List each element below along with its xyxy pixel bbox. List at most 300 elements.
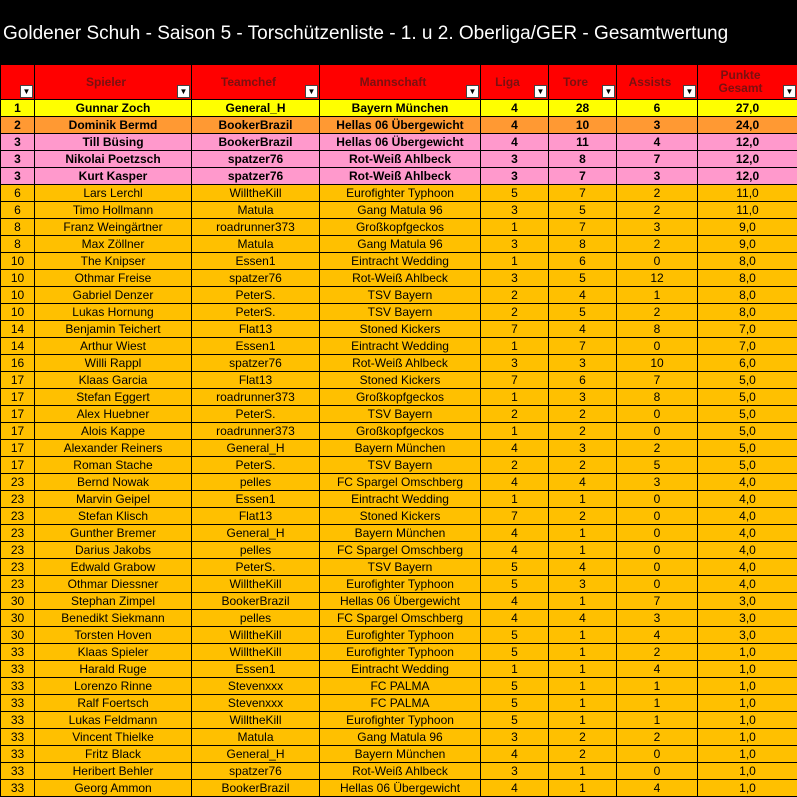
tore-cell[interactable]: 6 (549, 253, 617, 270)
spieler-cell[interactable]: Kurt Kasper (35, 168, 192, 185)
tore-cell[interactable]: 1 (549, 661, 617, 678)
liga-cell[interactable]: 4 (481, 440, 549, 457)
header-assists[interactable]: Assists ▼ (617, 65, 698, 100)
spieler-cell[interactable]: Willi Rappl (35, 355, 192, 372)
spieler-cell[interactable]: Timo Hollmann (35, 202, 192, 219)
tore-cell[interactable]: 3 (549, 389, 617, 406)
assists-cell[interactable]: 0 (617, 508, 698, 525)
assists-cell[interactable]: 1 (617, 287, 698, 304)
teamchef-cell[interactable]: Matula (192, 729, 320, 746)
assists-cell[interactable]: 2 (617, 440, 698, 457)
tore-cell[interactable]: 1 (549, 542, 617, 559)
tore-cell[interactable]: 1 (549, 627, 617, 644)
spieler-cell[interactable]: Othmar Freise (35, 270, 192, 287)
assists-cell[interactable]: 7 (617, 372, 698, 389)
rank-cell[interactable]: 17 (1, 372, 35, 389)
teamchef-cell[interactable]: Matula (192, 202, 320, 219)
mannschaft-cell[interactable]: FC Spargel Omschberg (320, 542, 481, 559)
spieler-cell[interactable]: Franz Weingärtner (35, 219, 192, 236)
liga-cell[interactable]: 1 (481, 253, 549, 270)
liga-cell[interactable]: 4 (481, 780, 549, 797)
spieler-cell[interactable]: Lukas Hornung (35, 304, 192, 321)
tore-cell[interactable]: 2 (549, 457, 617, 474)
teamchef-cell[interactable]: WilltheKill (192, 627, 320, 644)
assists-cell[interactable]: 7 (617, 593, 698, 610)
punkte-cell[interactable]: 4,0 (698, 491, 797, 508)
rank-cell[interactable]: 33 (1, 763, 35, 780)
rank-cell[interactable]: 33 (1, 695, 35, 712)
spieler-cell[interactable]: Alex Huebner (35, 406, 192, 423)
mannschaft-cell[interactable]: Hellas 06 Übergewicht (320, 134, 481, 151)
assists-cell[interactable]: 1 (617, 695, 698, 712)
liga-cell[interactable]: 2 (481, 287, 549, 304)
spieler-cell[interactable]: Alois Kappe (35, 423, 192, 440)
punkte-cell[interactable]: 4,0 (698, 542, 797, 559)
teamchef-cell[interactable]: pelles (192, 474, 320, 491)
assists-cell[interactable]: 1 (617, 712, 698, 729)
teamchef-cell[interactable]: PeterS. (192, 406, 320, 423)
liga-cell[interactable]: 1 (481, 219, 549, 236)
spieler-cell[interactable]: Darius Jakobs (35, 542, 192, 559)
mannschaft-cell[interactable]: Hellas 06 Übergewicht (320, 593, 481, 610)
liga-cell[interactable]: 3 (481, 168, 549, 185)
tore-cell[interactable]: 1 (549, 712, 617, 729)
assists-cell[interactable]: 0 (617, 491, 698, 508)
teamchef-cell[interactable]: spatzer76 (192, 270, 320, 287)
liga-cell[interactable]: 5 (481, 559, 549, 576)
liga-cell[interactable]: 2 (481, 457, 549, 474)
rank-cell[interactable]: 14 (1, 321, 35, 338)
spieler-cell[interactable]: Ralf Foertsch (35, 695, 192, 712)
mannschaft-cell[interactable]: FC PALMA (320, 695, 481, 712)
mannschaft-cell[interactable]: FC Spargel Omschberg (320, 474, 481, 491)
teamchef-cell[interactable]: roadrunner373 (192, 423, 320, 440)
rank-cell[interactable]: 17 (1, 457, 35, 474)
liga-cell[interactable]: 1 (481, 423, 549, 440)
spieler-cell[interactable]: Klaas Garcia (35, 372, 192, 389)
tore-cell[interactable]: 1 (549, 763, 617, 780)
teamchef-cell[interactable]: Flat13 (192, 321, 320, 338)
mannschaft-cell[interactable]: Rot-Weiß Ahlbeck (320, 168, 481, 185)
teamchef-cell[interactable]: Stevenxxx (192, 695, 320, 712)
rank-cell[interactable]: 3 (1, 134, 35, 151)
tore-cell[interactable]: 1 (549, 491, 617, 508)
teamchef-cell[interactable]: General_H (192, 440, 320, 457)
punkte-cell[interactable]: 3,0 (698, 593, 797, 610)
spieler-cell[interactable]: Benedikt Siekmann (35, 610, 192, 627)
assists-cell[interactable]: 3 (617, 474, 698, 491)
tore-cell[interactable]: 6 (549, 372, 617, 389)
rank-cell[interactable]: 1 (1, 100, 35, 117)
header-liga[interactable]: Liga ▼ (481, 65, 549, 100)
mannschaft-cell[interactable]: Eurofighter Typhoon (320, 627, 481, 644)
spieler-cell[interactable]: Gunnar Zoch (35, 100, 192, 117)
assists-cell[interactable]: 4 (617, 780, 698, 797)
punkte-cell[interactable]: 5,0 (698, 423, 797, 440)
punkte-cell[interactable]: 1,0 (698, 712, 797, 729)
liga-cell[interactable]: 3 (481, 729, 549, 746)
spieler-cell[interactable]: Benjamin Teichert (35, 321, 192, 338)
tore-cell[interactable]: 4 (549, 610, 617, 627)
spieler-cell[interactable]: Heribert Behler (35, 763, 192, 780)
tore-cell[interactable]: 3 (549, 576, 617, 593)
punkte-cell[interactable]: 5,0 (698, 389, 797, 406)
spieler-cell[interactable]: Max Zöllner (35, 236, 192, 253)
rank-cell[interactable]: 17 (1, 389, 35, 406)
mannschaft-cell[interactable]: Eintracht Wedding (320, 661, 481, 678)
liga-cell[interactable]: 1 (481, 491, 549, 508)
rank-cell[interactable]: 10 (1, 270, 35, 287)
spieler-cell[interactable]: Klaas Spieler (35, 644, 192, 661)
assists-cell[interactable]: 8 (617, 321, 698, 338)
assists-cell[interactable]: 2 (617, 644, 698, 661)
punkte-cell[interactable]: 9,0 (698, 236, 797, 253)
teamchef-cell[interactable]: BookerBrazil (192, 780, 320, 797)
teamchef-cell[interactable]: WilltheKill (192, 644, 320, 661)
punkte-cell[interactable]: 1,0 (698, 763, 797, 780)
rank-cell[interactable]: 8 (1, 236, 35, 253)
teamchef-cell[interactable]: PeterS. (192, 287, 320, 304)
liga-cell[interactable]: 5 (481, 695, 549, 712)
spieler-cell[interactable]: Dominik Bermd (35, 117, 192, 134)
teamchef-cell[interactable]: Flat13 (192, 372, 320, 389)
mannschaft-cell[interactable]: TSV Bayern (320, 457, 481, 474)
rank-cell[interactable]: 33 (1, 746, 35, 763)
spieler-cell[interactable]: Georg Ammon (35, 780, 192, 797)
teamchef-cell[interactable]: roadrunner373 (192, 389, 320, 406)
assists-cell[interactable]: 3 (617, 117, 698, 134)
assists-cell[interactable]: 7 (617, 151, 698, 168)
tore-cell[interactable]: 28 (549, 100, 617, 117)
teamchef-cell[interactable]: Flat13 (192, 508, 320, 525)
punkte-cell[interactable]: 1,0 (698, 661, 797, 678)
spieler-cell[interactable]: Stefan Eggert (35, 389, 192, 406)
mannschaft-cell[interactable]: Eintracht Wedding (320, 338, 481, 355)
tore-cell[interactable]: 5 (549, 304, 617, 321)
liga-cell[interactable]: 7 (481, 321, 549, 338)
liga-cell[interactable]: 7 (481, 372, 549, 389)
rank-cell[interactable]: 33 (1, 678, 35, 695)
tore-cell[interactable]: 4 (549, 321, 617, 338)
liga-cell[interactable]: 1 (481, 338, 549, 355)
tore-cell[interactable]: 5 (549, 202, 617, 219)
punkte-cell[interactable]: 1,0 (698, 644, 797, 661)
mannschaft-cell[interactable]: TSV Bayern (320, 406, 481, 423)
mannschaft-cell[interactable]: Eurofighter Typhoon (320, 712, 481, 729)
mannschaft-cell[interactable]: Eintracht Wedding (320, 253, 481, 270)
mannschaft-cell[interactable]: Rot-Weiß Ahlbeck (320, 763, 481, 780)
rank-cell[interactable]: 30 (1, 593, 35, 610)
tore-cell[interactable]: 4 (549, 559, 617, 576)
teamchef-cell[interactable]: Stevenxxx (192, 678, 320, 695)
assists-cell[interactable]: 0 (617, 576, 698, 593)
chevron-down-icon[interactable]: ▼ (602, 85, 615, 98)
assists-cell[interactable]: 0 (617, 423, 698, 440)
rank-cell[interactable]: 2 (1, 117, 35, 134)
rank-cell[interactable]: 33 (1, 780, 35, 797)
spieler-cell[interactable]: Lorenzo Rinne (35, 678, 192, 695)
liga-cell[interactable]: 4 (481, 542, 549, 559)
spieler-cell[interactable]: Harald Ruge (35, 661, 192, 678)
liga-cell[interactable]: 4 (481, 100, 549, 117)
mannschaft-cell[interactable]: FC PALMA (320, 678, 481, 695)
teamchef-cell[interactable]: BookerBrazil (192, 593, 320, 610)
mannschaft-cell[interactable]: Gang Matula 96 (320, 236, 481, 253)
mannschaft-cell[interactable]: Hellas 06 Übergewicht (320, 780, 481, 797)
spieler-cell[interactable]: Roman Stache (35, 457, 192, 474)
rank-cell[interactable]: 17 (1, 406, 35, 423)
rank-cell[interactable]: 16 (1, 355, 35, 372)
mannschaft-cell[interactable]: TSV Bayern (320, 304, 481, 321)
liga-cell[interactable]: 5 (481, 678, 549, 695)
punkte-cell[interactable]: 1,0 (698, 780, 797, 797)
rank-cell[interactable]: 23 (1, 559, 35, 576)
teamchef-cell[interactable]: spatzer76 (192, 763, 320, 780)
tore-cell[interactable]: 1 (549, 644, 617, 661)
assists-cell[interactable]: 0 (617, 746, 698, 763)
mannschaft-cell[interactable]: Großkopfgeckos (320, 423, 481, 440)
header-mannschaft[interactable]: Mannschaft ▼ (320, 65, 481, 100)
punkte-cell[interactable]: 5,0 (698, 457, 797, 474)
mannschaft-cell[interactable]: TSV Bayern (320, 287, 481, 304)
punkte-cell[interactable]: 9,0 (698, 219, 797, 236)
rank-cell[interactable]: 10 (1, 287, 35, 304)
assists-cell[interactable]: 10 (617, 355, 698, 372)
punkte-cell[interactable]: 1,0 (698, 695, 797, 712)
tore-cell[interactable]: 2 (549, 406, 617, 423)
spieler-cell[interactable]: Marvin Geipel (35, 491, 192, 508)
teamchef-cell[interactable]: pelles (192, 610, 320, 627)
teamchef-cell[interactable]: General_H (192, 100, 320, 117)
assists-cell[interactable]: 12 (617, 270, 698, 287)
punkte-cell[interactable]: 24,0 (698, 117, 797, 134)
punkte-cell[interactable]: 6,0 (698, 355, 797, 372)
spieler-cell[interactable]: Nikolai Poetzsch (35, 151, 192, 168)
tore-cell[interactable]: 8 (549, 151, 617, 168)
assists-cell[interactable]: 3 (617, 168, 698, 185)
tore-cell[interactable]: 4 (549, 474, 617, 491)
punkte-cell[interactable]: 4,0 (698, 525, 797, 542)
tore-cell[interactable]: 2 (549, 729, 617, 746)
assists-cell[interactable]: 0 (617, 559, 698, 576)
assists-cell[interactable]: 1 (617, 678, 698, 695)
mannschaft-cell[interactable]: TSV Bayern (320, 559, 481, 576)
assists-cell[interactable]: 0 (617, 338, 698, 355)
punkte-cell[interactable]: 4,0 (698, 559, 797, 576)
chevron-down-icon[interactable]: ▼ (534, 85, 547, 98)
mannschaft-cell[interactable]: Eintracht Wedding (320, 491, 481, 508)
liga-cell[interactable]: 3 (481, 151, 549, 168)
spieler-cell[interactable]: Till Büsing (35, 134, 192, 151)
punkte-cell[interactable]: 3,0 (698, 627, 797, 644)
assists-cell[interactable]: 3 (617, 610, 698, 627)
rank-cell[interactable]: 33 (1, 644, 35, 661)
teamchef-cell[interactable]: spatzer76 (192, 151, 320, 168)
rank-cell[interactable]: 14 (1, 338, 35, 355)
mannschaft-cell[interactable]: Rot-Weiß Ahlbeck (320, 355, 481, 372)
header-tore[interactable]: Tore ▼ (549, 65, 617, 100)
teamchef-cell[interactable]: spatzer76 (192, 355, 320, 372)
rank-cell[interactable]: 23 (1, 576, 35, 593)
teamchef-cell[interactable]: General_H (192, 525, 320, 542)
mannschaft-cell[interactable]: Stoned Kickers (320, 321, 481, 338)
mannschaft-cell[interactable]: Großkopfgeckos (320, 219, 481, 236)
punkte-cell[interactable]: 8,0 (698, 287, 797, 304)
spieler-cell[interactable]: The Knipser (35, 253, 192, 270)
assists-cell[interactable]: 4 (617, 661, 698, 678)
mannschaft-cell[interactable]: Eurofighter Typhoon (320, 576, 481, 593)
teamchef-cell[interactable]: Essen1 (192, 661, 320, 678)
chevron-down-icon[interactable]: ▼ (783, 85, 796, 98)
spieler-cell[interactable]: Stefan Klisch (35, 508, 192, 525)
liga-cell[interactable]: 2 (481, 304, 549, 321)
liga-cell[interactable]: 3 (481, 355, 549, 372)
liga-cell[interactable]: 5 (481, 712, 549, 729)
chevron-down-icon[interactable]: ▼ (305, 85, 318, 98)
teamchef-cell[interactable]: pelles (192, 542, 320, 559)
punkte-cell[interactable]: 7,0 (698, 338, 797, 355)
rank-cell[interactable]: 6 (1, 185, 35, 202)
liga-cell[interactable]: 4 (481, 593, 549, 610)
punkte-cell[interactable]: 12,0 (698, 168, 797, 185)
mannschaft-cell[interactable]: Eurofighter Typhoon (320, 644, 481, 661)
mannschaft-cell[interactable]: Stoned Kickers (320, 372, 481, 389)
rank-cell[interactable]: 23 (1, 474, 35, 491)
rank-cell[interactable]: 23 (1, 525, 35, 542)
assists-cell[interactable]: 2 (617, 236, 698, 253)
header-spieler[interactable]: Spieler ▼ (35, 65, 192, 100)
spieler-cell[interactable]: Lukas Feldmann (35, 712, 192, 729)
tore-cell[interactable]: 7 (549, 219, 617, 236)
assists-cell[interactable]: 2 (617, 202, 698, 219)
punkte-cell[interactable]: 12,0 (698, 151, 797, 168)
tore-cell[interactable]: 7 (549, 338, 617, 355)
tore-cell[interactable]: 2 (549, 746, 617, 763)
rank-cell[interactable]: 30 (1, 627, 35, 644)
tore-cell[interactable]: 2 (549, 423, 617, 440)
teamchef-cell[interactable]: spatzer76 (192, 168, 320, 185)
header-punkte[interactable]: Punkte Gesamt ▼ (698, 65, 797, 100)
teamchef-cell[interactable]: WilltheKill (192, 185, 320, 202)
rank-cell[interactable]: 3 (1, 151, 35, 168)
mannschaft-cell[interactable]: Bayern München (320, 100, 481, 117)
mannschaft-cell[interactable]: Bayern München (320, 746, 481, 763)
spieler-cell[interactable]: Alexander Reiners (35, 440, 192, 457)
chevron-down-icon[interactable]: ▼ (20, 85, 33, 98)
rank-cell[interactable]: 17 (1, 440, 35, 457)
mannschaft-cell[interactable]: Rot-Weiß Ahlbeck (320, 270, 481, 287)
tore-cell[interactable]: 1 (549, 593, 617, 610)
punkte-cell[interactable]: 1,0 (698, 678, 797, 695)
mannschaft-cell[interactable]: Bayern München (320, 525, 481, 542)
mannschaft-cell[interactable]: Stoned Kickers (320, 508, 481, 525)
tore-cell[interactable]: 7 (549, 185, 617, 202)
liga-cell[interactable]: 4 (481, 117, 549, 134)
header-rank[interactable] (1, 65, 35, 100)
assists-cell[interactable]: 0 (617, 525, 698, 542)
tore-cell[interactable]: 10 (549, 117, 617, 134)
punkte-cell[interactable]: 11,0 (698, 202, 797, 219)
liga-cell[interactable]: 5 (481, 185, 549, 202)
spieler-cell[interactable]: Torsten Hoven (35, 627, 192, 644)
tore-cell[interactable]: 5 (549, 270, 617, 287)
liga-cell[interactable]: 5 (481, 644, 549, 661)
teamchef-cell[interactable]: BookerBrazil (192, 134, 320, 151)
teamchef-cell[interactable]: WilltheKill (192, 712, 320, 729)
tore-cell[interactable]: 2 (549, 508, 617, 525)
punkte-cell[interactable]: 7,0 (698, 321, 797, 338)
assists-cell[interactable]: 2 (617, 304, 698, 321)
punkte-cell[interactable]: 8,0 (698, 304, 797, 321)
chevron-down-icon[interactable]: ▼ (466, 85, 479, 98)
tore-cell[interactable]: 1 (549, 525, 617, 542)
tore-cell[interactable]: 8 (549, 236, 617, 253)
liga-cell[interactable]: 4 (481, 525, 549, 542)
spieler-cell[interactable]: Stephan Zimpel (35, 593, 192, 610)
liga-cell[interactable]: 3 (481, 236, 549, 253)
liga-cell[interactable]: 1 (481, 661, 549, 678)
punkte-cell[interactable]: 5,0 (698, 440, 797, 457)
spieler-cell[interactable]: Bernd Nowak (35, 474, 192, 491)
teamchef-cell[interactable]: Matula (192, 236, 320, 253)
assists-cell[interactable]: 3 (617, 219, 698, 236)
mannschaft-cell[interactable]: Eurofighter Typhoon (320, 185, 481, 202)
teamchef-cell[interactable]: PeterS. (192, 559, 320, 576)
teamchef-cell[interactable]: WilltheKill (192, 576, 320, 593)
punkte-cell[interactable]: 12,0 (698, 134, 797, 151)
liga-cell[interactable]: 5 (481, 576, 549, 593)
punkte-cell[interactable]: 8,0 (698, 270, 797, 287)
spieler-cell[interactable]: Arthur Wiest (35, 338, 192, 355)
liga-cell[interactable]: 4 (481, 474, 549, 491)
punkte-cell[interactable]: 5,0 (698, 372, 797, 389)
punkte-cell[interactable]: 11,0 (698, 185, 797, 202)
teamchef-cell[interactable]: Essen1 (192, 338, 320, 355)
rank-cell[interactable]: 17 (1, 423, 35, 440)
assists-cell[interactable]: 4 (617, 627, 698, 644)
punkte-cell[interactable]: 3,0 (698, 610, 797, 627)
liga-cell[interactable]: 2 (481, 406, 549, 423)
tore-cell[interactable]: 11 (549, 134, 617, 151)
mannschaft-cell[interactable]: Gang Matula 96 (320, 202, 481, 219)
rank-cell[interactable]: 33 (1, 712, 35, 729)
spieler-cell[interactable]: Gabriel Denzer (35, 287, 192, 304)
tore-cell[interactable]: 4 (549, 287, 617, 304)
assists-cell[interactable]: 4 (617, 134, 698, 151)
assists-cell[interactable]: 2 (617, 729, 698, 746)
header-teamchef[interactable]: Teamchef ▼ (192, 65, 320, 100)
spieler-cell[interactable]: Othmar Diessner (35, 576, 192, 593)
spieler-cell[interactable]: Lars Lerchl (35, 185, 192, 202)
assists-cell[interactable]: 0 (617, 542, 698, 559)
rank-cell[interactable]: 33 (1, 661, 35, 678)
mannschaft-cell[interactable]: Rot-Weiß Ahlbeck (320, 151, 481, 168)
rank-cell[interactable]: 3 (1, 168, 35, 185)
liga-cell[interactable]: 4 (481, 610, 549, 627)
spieler-cell[interactable]: Edwald Grabow (35, 559, 192, 576)
teamchef-cell[interactable]: PeterS. (192, 304, 320, 321)
teamchef-cell[interactable]: roadrunner373 (192, 219, 320, 236)
chevron-down-icon[interactable]: ▼ (683, 85, 696, 98)
liga-cell[interactable]: 3 (481, 270, 549, 287)
liga-cell[interactable]: 4 (481, 134, 549, 151)
punkte-cell[interactable]: 4,0 (698, 474, 797, 491)
liga-cell[interactable]: 3 (481, 763, 549, 780)
tore-cell[interactable]: 3 (549, 440, 617, 457)
teamchef-cell[interactable]: Essen1 (192, 491, 320, 508)
rank-cell[interactable]: 33 (1, 729, 35, 746)
mannschaft-cell[interactable]: Hellas 06 Übergewicht (320, 117, 481, 134)
